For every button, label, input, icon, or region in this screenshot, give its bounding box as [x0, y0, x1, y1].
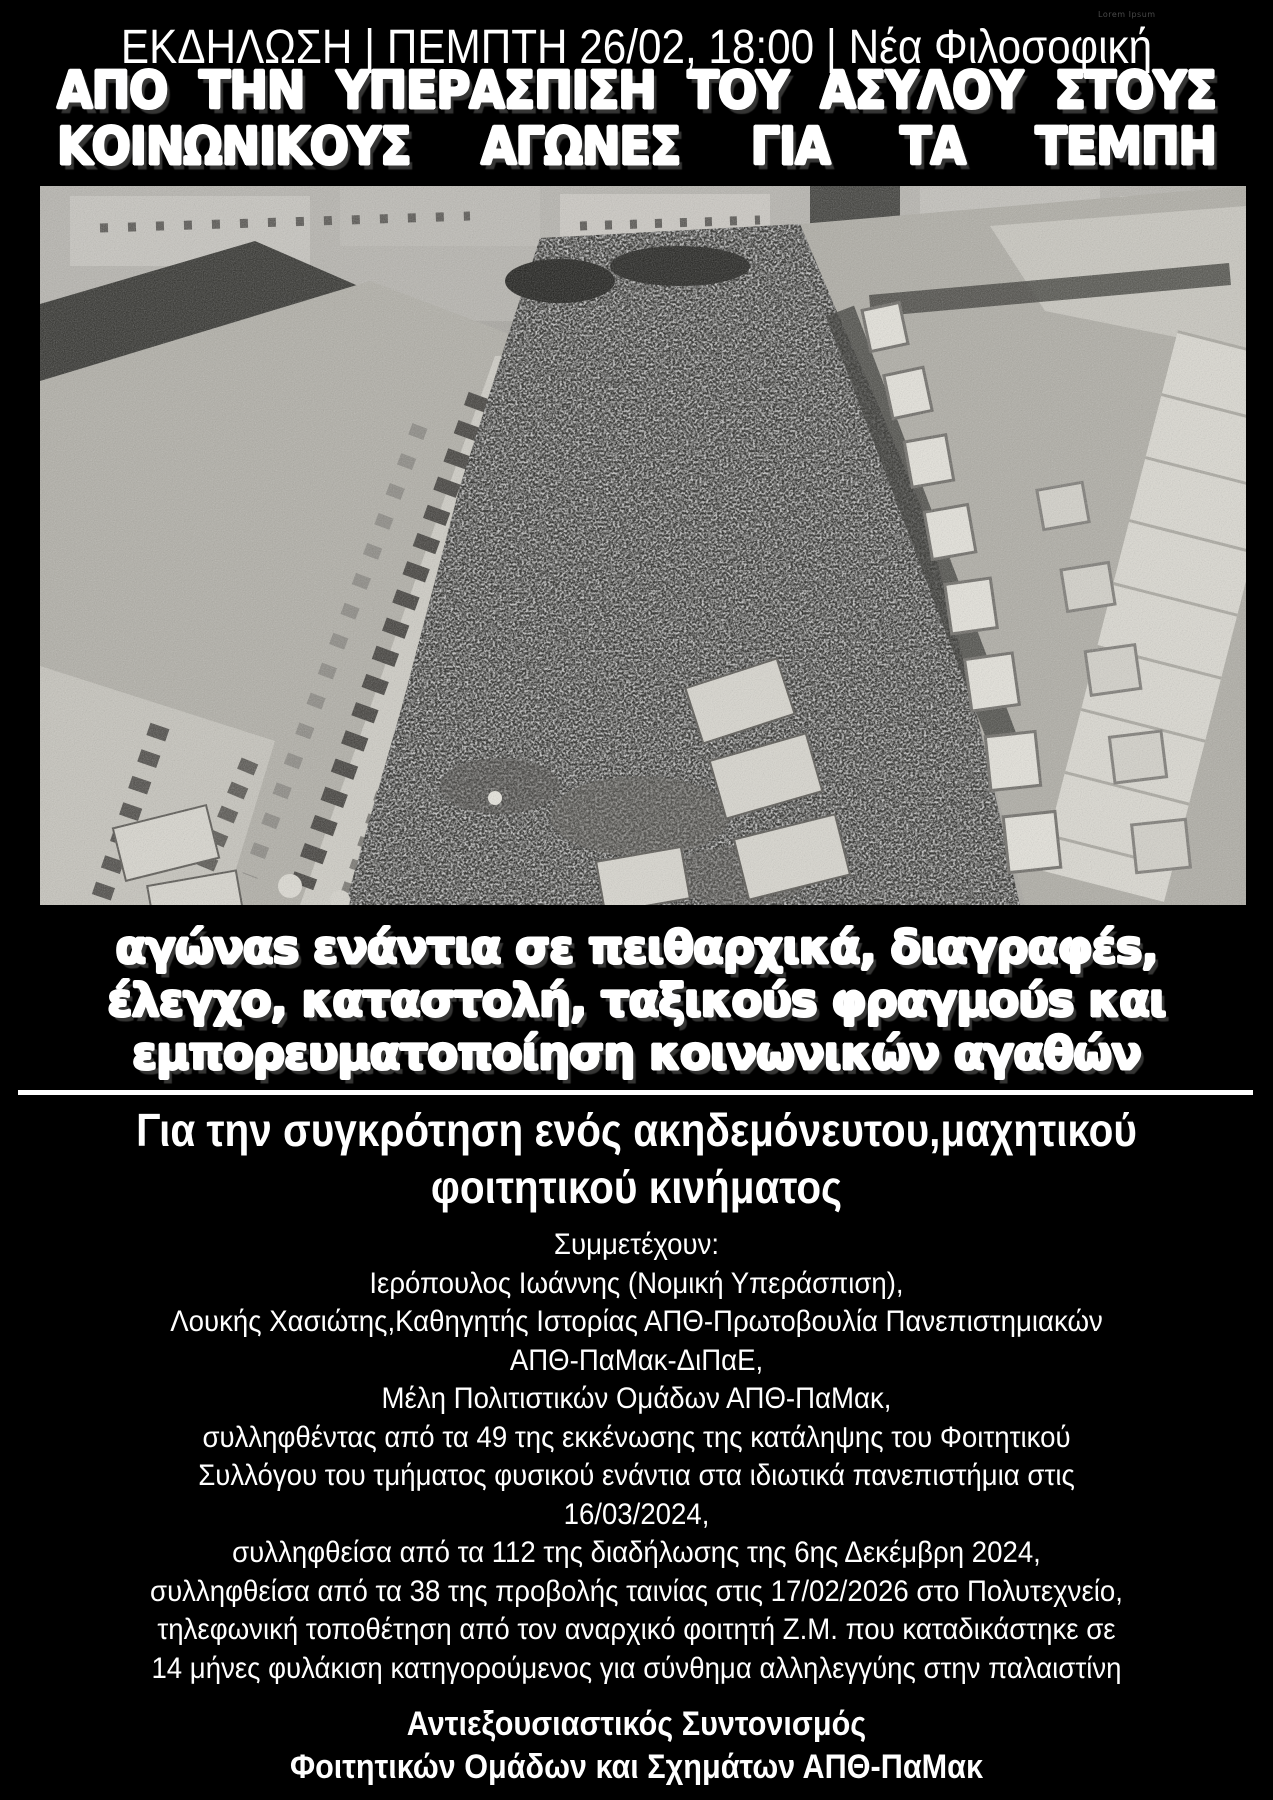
subheadline: [76, 1102, 1196, 1216]
participant-line: συλληφθείσα από τα 38 της προβολής ταινίας στις 17/02/2026 στο Πολυτεχνείο,: [150, 1574, 1123, 1608]
participant-line: συλληφθείσα από τα 112 της διαδήλωσης της 6ης Δεκέμβρη 2024,: [232, 1536, 1041, 1569]
footer-line-2: Φοιτητικών Ομάδων και Σχημάτων ΑΠΘ-ΠαΜακ: [289, 1748, 984, 1786]
watermark-text: Lorem Ipsum: [1098, 10, 1156, 19]
participant-line: συλληφθέντας από τα 49 της εκκένωσης της κατάληψης του Φοιτητικού: [202, 1420, 1071, 1454]
participants-heading: Συμμετέχουν:: [553, 1228, 720, 1261]
participant-line: 14 μήνες φυλάκιση κατηγορούμενος για σύνθημα αλληλεγγύης στην παλαιστίνη: [151, 1651, 1122, 1685]
participant-line: ΑΠΘ-ΠαΜακ-ΔιΠαΕ,: [509, 1343, 764, 1377]
slogan-line-2: έλεγχο, καταστολή, ταξικούs φραγμούs και: [107, 974, 1166, 1027]
subheadline-line-1: Για την συγκρότηση ενός ακηδεμόνευτου,μαχητικού: [136, 1104, 1137, 1156]
crowd-photo-illustration: [40, 186, 1246, 905]
participant-line: Λουκής Χασιώτης,Καθηγητής Ιστορίας ΑΠΘ-Πρωτοβουλία Πανεπιστημιακών: [170, 1305, 1103, 1338]
participants-list: [51, 1226, 1222, 1688]
organizer-footer: [64, 1703, 1210, 1789]
slogan: [0, 921, 1273, 1080]
participant-line: Μέλη Πολιτιστικών Ομάδων ΑΠΘ-ΠαΜακ,: [381, 1382, 892, 1415]
crowd-aerial-photo: [40, 186, 1246, 905]
footer-line-1: Αντιεξουσιαστικός Συντονισμός: [406, 1705, 867, 1743]
subheadline-line-2: φοιτητικού κινήματος: [430, 1161, 843, 1213]
participant-line: Ιερόπουλος Ιωάννης (Νομική Υπεράσπιση),: [369, 1266, 904, 1300]
slogan-line-1: αγώναs ενάντια σε πειθαρχικά, διαγραφέs,: [115, 921, 1158, 974]
participant-line: 16/03/2024,: [563, 1497, 710, 1531]
headline: [57, 59, 1216, 177]
divider-line: [18, 1090, 1253, 1095]
headline-line-2: ΚΟΙΝΩΝΙΚΟΥΣ ΑΓΩΝΕΣ ΓΙΑ ΤΑ ΤΕΜΠΗ: [57, 115, 1216, 177]
slogan-line-3: εμπορευματοποίηση κοινωνικών αγαθών: [132, 1027, 1141, 1080]
headline-line-1: ΑΠΟ ΤΗΝ ΥΠΕΡΑΣΠΙΣΗ ΤΟΥ ΑΣΥΛΟΥ ΣΤΟΥΣ: [57, 59, 1216, 121]
event-info-bar: ΕΚΔΗΛΩΣΗ | ΠΕΜΠΤΗ 26/02, 18:00 | Νέα Φιλοσοφική: [120, 21, 1153, 74]
participant-line: τηλεφωνική τοποθέτηση από τον αναρχικό φοιτητή Ζ.Μ. που καταδικάστηκε σε: [157, 1613, 1116, 1646]
participant-line: Συλλόγου του τμήματος φυσικού ενάντια στα ιδιωτικά πανεπιστήμια στις: [198, 1459, 1075, 1492]
